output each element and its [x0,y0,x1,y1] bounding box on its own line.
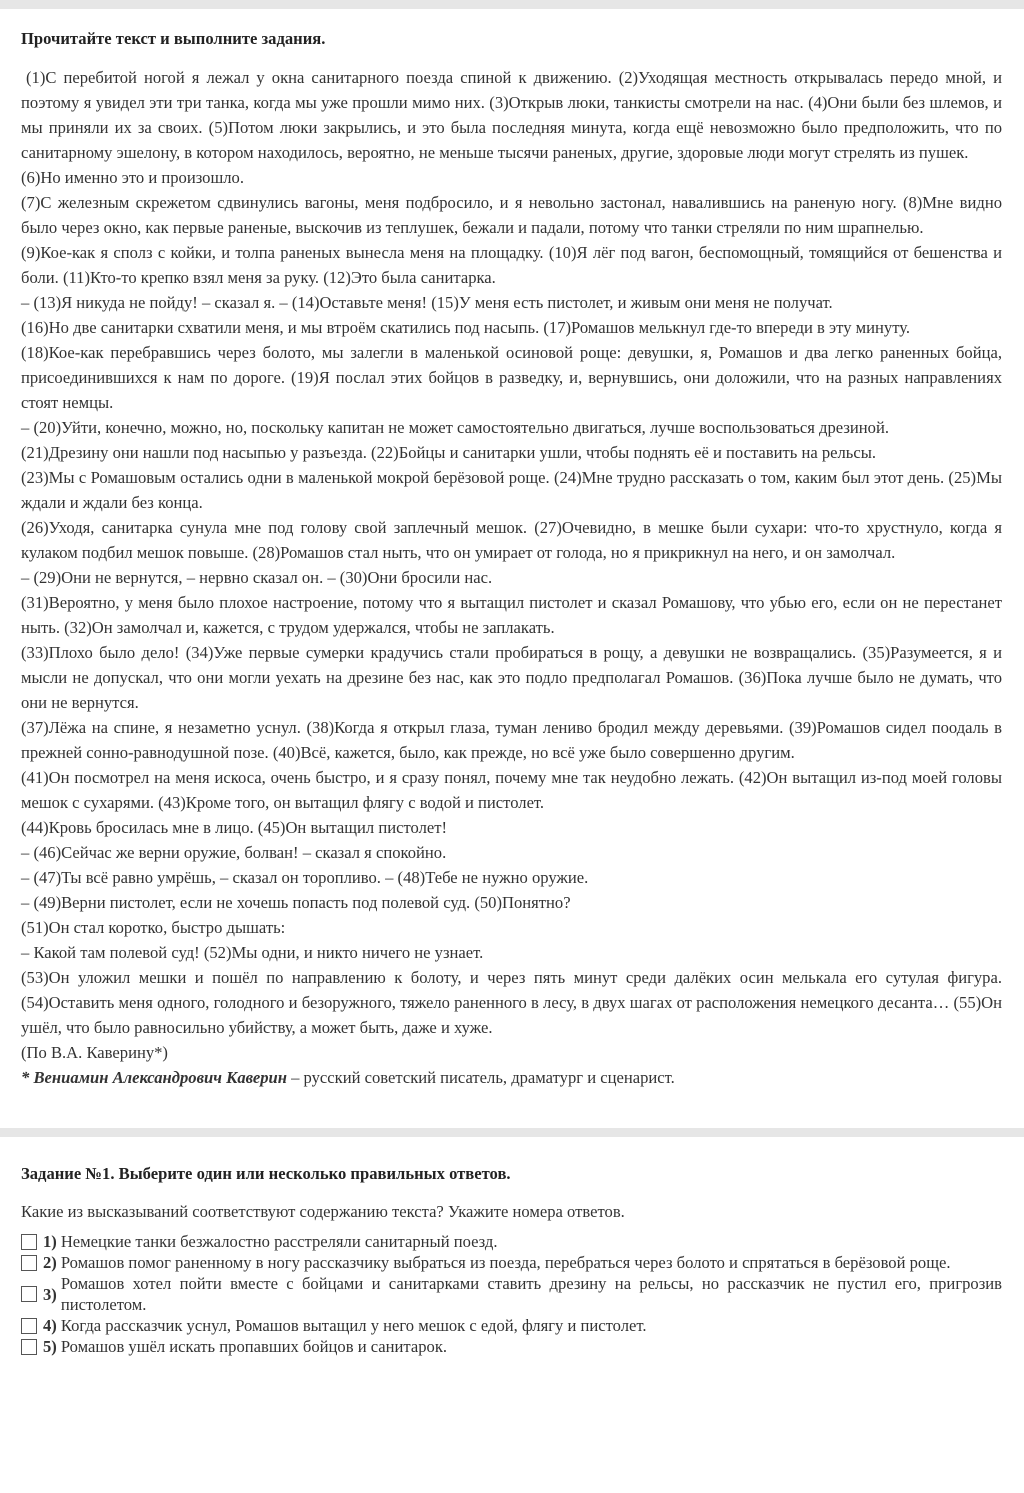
answer-option-2[interactable] [21,1252,1002,1273]
answer-number: 5) [43,1337,57,1356]
text-paragraph: – (29)Они не вернутся, – нервно сказал он. – (30)Они бросили нас. [21,568,493,587]
answer-text: Ромашов хотел пойти вместе с бойцами и санитарками ставить дрезину на рельсы, но рассказчик не пустил его, пригрозив пистолетом. [60,1274,1002,1314]
answer-number: 2) [43,1253,57,1272]
answer-number: 4) [43,1316,57,1335]
top-divider-band [0,0,1024,9]
answer-options-list [21,1231,1002,1357]
answer-text: Ромашов помог раненному в ногу рассказчику выбраться из поезда, перебраться через болото и спрятаться в берёзовой роще. [60,1253,951,1272]
text-paragraph: – (20)Уйти, конечно, можно, но, поскольку капитан не может самостоятельно двигаться, лучше воспользоваться дрезиной. [21,418,890,437]
source-attribution: (По В.А. Каверину*) [21,1043,168,1062]
author-footnote-name: * Вениамин Александрович Каверин [21,1068,287,1087]
answer-option-1[interactable] [21,1231,1002,1252]
text-paragraph: (6)Но именно это и произошло. [21,168,244,187]
text-paragraph: (53)Он уложил мешки и пошёл по направлению к болоту, и через пять минут среди далёких осин мелькала его сутулая фигура. (54)Оставить меня одного, голодного и безоружного, тяжело раненного в лесу, в двух шагах от расположения немецкого десанта… (55)Он ушёл, что было равносильно убийству, а может быть, даже и хуже. [21,968,1002,1037]
text-paragraph: (21)Дрезину они нашли под насыпью у разъезда. (22)Бойцы и санитарки ушли, чтобы поднять её и поставить на рельсы. [21,443,877,462]
text-paragraph: (1)С перебитой ногой я лежал у окна санитарного поезда спиной к движению. (2)Уходящая местность открывалась передо мной, и поэтому я увидел эти три танка, когда мы уже прошли мимо них. (3)Открыв люки, танкисты смотрели на нас. (4)Они были без шлемов, и мы приняли их за своих. (5)Потом люки закрылись, и это была последняя минута, когда ещё невозможно было предположить, что по санитарному эшелону, в котором находилось, вероятно, не меньше тысячи раненых, другие, здоровые люди могут стрелять из пушек. [21,68,1002,162]
text-paragraph: (16)Но две санитарки схватили меня, и мы втроём скатились под насыпь. (17)Ромашов мелькнул где-то впереди в эту минуту. [21,318,911,337]
reading-text [21,65,1002,1090]
text-paragraph: – (49)Верни пистолет, если не хочешь попасть под полевой суд. (50)Понятно? [21,893,571,912]
text-paragraph: (26)Уходя, санитарка сунула мне под голову свой заплечный мешок. (27)Очевидно, в мешке были сухари: что-то хрустнуло, когда я кулаком подбил мешок повыше. (28)Ромашов стал ныть, что он умирает от голода, но я прикрикнул на него, и он замолчал. [21,518,1002,562]
text-paragraph: – (47)Ты всё равно умрёшь, – сказал он торопливо. – (48)Тебе не нужно оружие. [21,868,589,887]
text-paragraph: (23)Мы с Ромашовым остались одни в маленькой мокрой берёзовой роще. (24)Мне трудно рассказать о том, каким был этот день. (25)Мы ждали и ждали без конца. [21,468,1002,512]
text-paragraph: – (13)Я никуда не пойду! – сказал я. – (14)Оставьте меня! (15)У меня есть пистолет, и живым они меня не получат. [21,293,833,312]
author-footnote [21,1065,1002,1090]
answer-text: Немецкие танки безжалостно расстреляли санитарный поезд. [60,1232,498,1251]
section-divider-band [0,1128,1024,1137]
task1-section [0,1162,1024,1357]
text-paragraph: (9)Кое-как я сполз с койки, и толпа раненых вынесла меня на площадку. (10)Я лёг под вагон, беспомощный, томящийся от бешенства и боли. (11)Кто-то крепко взял меня за руку. (12)Это была санитарка. [21,243,1002,287]
reading-instruction-title: Прочитайте текст и выполните задания. [21,29,326,48]
text-paragraph: (41)Он посмотрел на меня искоса, очень быстро, и я сразу понял, почему мне так неудобно лежать. (42)Он вытащил из-под моей головы мешок с сухарями. (43)Кроме того, он вытащил флягу с водой и пистолет. [21,768,1002,812]
task1-question: Какие из высказываний соответствуют содержанию текста? Укажите номера ответов. [21,1202,625,1221]
answer-checkbox-2[interactable] [21,1255,37,1271]
task1-title: Задание №1. Выберите один или несколько правильных ответов. [21,1164,511,1183]
text-paragraph: (51)Он стал коротко, быстро дышать: [21,918,286,937]
author-footnote-text: – русский советский писатель, драматург и сценарист. [286,1068,675,1087]
answer-option-3[interactable] [21,1273,1002,1315]
answer-checkbox-3[interactable] [21,1286,37,1302]
text-paragraph: (7)С железным скрежетом сдвинулись вагоны, меня подбросило, и я невольно застонал, навалившись на раненую ногу. (8)Мне видно было через окно, как первые раненые, выскочив из теплушек, бежали и падали, потому что танки стреляли по ним шрапнелью. [21,193,1002,237]
answer-text: Когда рассказчик уснул, Ромашов вытащил у него мешок с едой, флягу и пистолет. [60,1316,647,1335]
answer-number: 3) [43,1284,57,1304]
text-paragraph: (18)Кое-как перебравшись через болото, мы залегли в маленькой осиновой роще: девушки, я, Ромашов и два легко раненных бойца, присоединившихся к нам по дороге. (19)Я послал этих бойцов в разведку, и, вернувшись, они доложили, что на разных направлениях стоят немцы. [21,343,1002,412]
answer-checkbox-1[interactable] [21,1234,37,1250]
text-paragraph: (33)Плохо было дело! (34)Уже первые сумерки крадучись стали пробираться в рощу, а девушки не возвращались. (35)Разумеется, я и мысли не допускал, что они могли уехать на дрезине без нас, как это подло предполагал Ромашов. (36)Пока лучше было не думать, что они не вернутся. [21,643,1002,712]
answer-checkbox-5[interactable] [21,1339,37,1355]
answer-text: Ромашов ушёл искать пропавших бойцов и санитарок. [60,1337,448,1356]
text-paragraph: (44)Кровь бросилась мне в лицо. (45)Он вытащил пистолет! [21,818,448,837]
answer-option-4[interactable] [21,1315,1002,1336]
text-paragraph: (31)Вероятно, у меня было плохое настроение, потому что я вытащил пистолет и сказал Ромашову, что убью его, если он не перестанет ныть. (32)Он замолчал и, кажется, с трудом удержался, чтобы не заплакать. [21,593,1002,637]
text-paragraph: – (46)Сейчас же верни оружие, болван! – сказал я спокойно. [21,843,447,862]
answer-checkbox-4[interactable] [21,1318,37,1334]
answer-number: 1) [43,1232,57,1251]
text-paragraph: (37)Лёжа на спине, я незаметно уснул. (38)Когда я открыл глаза, туман лениво бродил между деревьями. (39)Ромашов сидел поодаль в прежней сонно-равнодушной позе. (40)Всё, кажется, было, как прежде, но всё уже было совершенно другим. [21,718,1002,762]
answer-option-5[interactable] [21,1336,1002,1357]
text-paragraph: – Какой там полевой суд! (52)Мы одни, и никто ничего не узнает. [21,943,484,962]
reading-section [0,27,1024,1090]
